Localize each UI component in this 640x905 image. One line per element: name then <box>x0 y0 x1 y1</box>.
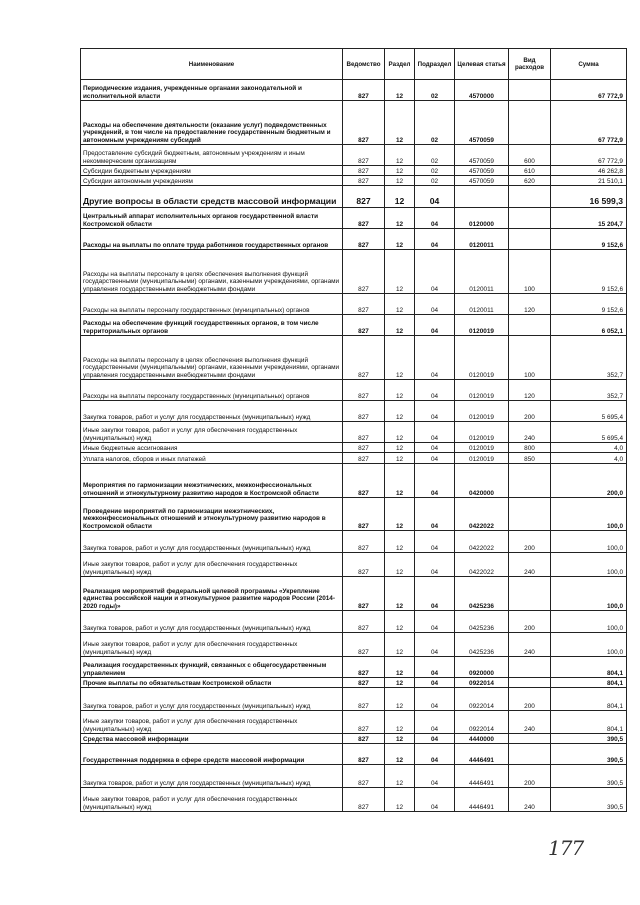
cell-summa: 5 695,4 <box>551 401 627 422</box>
cell-vid <box>509 208 551 229</box>
cell-ved: 827 <box>343 422 385 443</box>
cell-name: Расходы на обеспечение деятельности (оказание услуг) подведомственных учреждений, в том числе на предоставление государственным бюджетным и автономным учреждениям субсидий <box>81 101 343 145</box>
cell-vid: 240 <box>509 553 551 577</box>
table-row <box>81 250 627 294</box>
cell-ved: 827 <box>343 166 385 176</box>
cell-vid: 850 <box>509 453 551 464</box>
cell-vid: 240 <box>509 633 551 657</box>
cell-name: Расходы на выплаты персоналу в целях обеспечения выполнения функций государственными (муниципальными) органами, казенными учреждениями, органами управления государственными внебюджетными фондами <box>81 250 343 294</box>
cell-vid: 240 <box>509 422 551 443</box>
cell-celevaya: 0422022 <box>455 498 509 531</box>
cell-name: Субсидии бюджетным учреждениям <box>81 166 343 176</box>
cell-podrazdel: 04 <box>415 577 455 611</box>
cell-summa: 804,1 <box>551 657 627 678</box>
cell-summa: 5 695,4 <box>551 422 627 443</box>
cell-celevaya: 0120000 <box>455 208 509 229</box>
cell-celevaya: 0425236 <box>455 577 509 611</box>
cell-vid <box>509 80 551 101</box>
table-row <box>81 422 627 443</box>
cell-summa: 46 262,8 <box>551 166 627 176</box>
cell-celevaya: 0420000 <box>455 464 509 498</box>
cell-summa: 6 052,1 <box>551 315 627 336</box>
cell-ved: 827 <box>343 101 385 145</box>
cell-ved: 827 <box>343 380 385 401</box>
cell-vid: 200 <box>509 611 551 633</box>
cell-ved: 827 <box>343 229 385 250</box>
cell-razdel: 12 <box>385 401 415 422</box>
cell-celevaya: 0120019 <box>455 422 509 443</box>
cell-vid <box>509 101 551 145</box>
cell-celevaya: 0425236 <box>455 611 509 633</box>
cell-ved: 827 <box>343 294 385 315</box>
table-row <box>81 711 627 734</box>
cell-summa: 67 772,9 <box>551 80 627 101</box>
cell-ved: 827 <box>343 315 385 336</box>
cell-summa: 100,0 <box>551 531 627 553</box>
cell-celevaya: 4570059 <box>455 101 509 145</box>
cell-celevaya: 4570059 <box>455 176 509 186</box>
cell-ved: 827 <box>343 553 385 577</box>
table-row <box>81 788 627 812</box>
cell-vid <box>509 229 551 250</box>
table-row <box>81 633 627 657</box>
cell-summa: 804,1 <box>551 678 627 688</box>
cell-vid <box>509 577 551 611</box>
cell-vid <box>509 186 551 208</box>
table-row <box>81 336 627 380</box>
cell-podrazdel: 04 <box>415 401 455 422</box>
cell-name: Государственная поддержка в сфере средств массовой информации <box>81 744 343 765</box>
cell-name: Реализация государственных функций, связанных с общегосударственным управлением <box>81 657 343 678</box>
cell-summa: 390,5 <box>551 788 627 812</box>
cell-razdel: 12 <box>385 464 415 498</box>
cell-celevaya: 0922014 <box>455 688 509 711</box>
table-row <box>81 294 627 315</box>
cell-vid: 200 <box>509 401 551 422</box>
cell-celevaya: 0425236 <box>455 633 509 657</box>
cell-ved: 827 <box>343 711 385 734</box>
cell-celevaya: 4570059 <box>455 145 509 166</box>
cell-ved: 827 <box>343 744 385 765</box>
cell-podrazdel: 04 <box>415 633 455 657</box>
table-row <box>81 744 627 765</box>
cell-name: Закупка товаров, работ и услуг для государственных (муниципальных) нужд <box>81 688 343 711</box>
cell-ved: 827 <box>343 443 385 453</box>
cell-summa: 15 204,7 <box>551 208 627 229</box>
cell-summa: 4,0 <box>551 443 627 453</box>
cell-razdel: 12 <box>385 315 415 336</box>
cell-summa: 67 772,9 <box>551 145 627 166</box>
table-row <box>81 531 627 553</box>
cell-name: Иные закупки товаров, работ и услуг для обеспечения государственных (муниципальных) нужд <box>81 711 343 734</box>
cell-summa: 100,0 <box>551 577 627 611</box>
cell-razdel: 12 <box>385 176 415 186</box>
cell-podrazdel: 04 <box>415 336 455 380</box>
cell-podrazdel: 04 <box>415 788 455 812</box>
header-summa: Сумма <box>551 49 627 80</box>
cell-name: Закупка товаров, работ и услуг для государственных (муниципальных) нужд <box>81 765 343 788</box>
header-name: Наименование <box>81 49 343 80</box>
cell-ved: 827 <box>343 765 385 788</box>
cell-celevaya: 0120019 <box>455 380 509 401</box>
cell-ved: 827 <box>343 633 385 657</box>
cell-vid: 200 <box>509 688 551 711</box>
cell-name: Расходы на выплаты персоналу государственных (муниципальных) органов <box>81 294 343 315</box>
cell-podrazdel: 02 <box>415 145 455 166</box>
budget-table <box>80 48 627 812</box>
cell-celevaya: 4570000 <box>455 80 509 101</box>
cell-ved: 827 <box>343 657 385 678</box>
table-row <box>81 553 627 577</box>
table-row <box>81 443 627 453</box>
table-row <box>81 464 627 498</box>
cell-razdel: 12 <box>385 744 415 765</box>
cell-summa: 9 152,6 <box>551 229 627 250</box>
cell-razdel: 12 <box>385 186 415 208</box>
cell-ved: 827 <box>343 453 385 464</box>
cell-summa: 390,5 <box>551 765 627 788</box>
cell-name: Расходы на выплаты персоналу в целях обеспечения выполнения функций государственными (муниципальными) органами, казенными учреждениями, органами управления государственными внебюджетными фондами <box>81 336 343 380</box>
cell-vid: 600 <box>509 145 551 166</box>
cell-summa: 100,0 <box>551 611 627 633</box>
table-row <box>81 611 627 633</box>
cell-vid: 100 <box>509 250 551 294</box>
cell-razdel: 12 <box>385 611 415 633</box>
cell-name: Расходы на выплаты по оплате труда работников государственных органов <box>81 229 343 250</box>
cell-summa: 100,0 <box>551 553 627 577</box>
cell-razdel: 12 <box>385 336 415 380</box>
cell-ved: 827 <box>343 186 385 208</box>
cell-podrazdel: 04 <box>415 443 455 453</box>
cell-razdel: 12 <box>385 294 415 315</box>
cell-ved: 827 <box>343 611 385 633</box>
cell-name: Расходы на обеспечение функций государственных органов, в том числе территориальных органов <box>81 315 343 336</box>
cell-celevaya: 0120011 <box>455 250 509 294</box>
cell-ved: 827 <box>343 208 385 229</box>
cell-vid: 620 <box>509 176 551 186</box>
table-row <box>81 229 627 250</box>
cell-ved: 827 <box>343 498 385 531</box>
cell-podrazdel: 02 <box>415 176 455 186</box>
cell-podrazdel: 04 <box>415 186 455 208</box>
cell-celevaya: 0920000 <box>455 657 509 678</box>
table-header-row <box>81 49 627 80</box>
cell-ved: 827 <box>343 688 385 711</box>
cell-razdel: 12 <box>385 577 415 611</box>
table-row <box>81 765 627 788</box>
cell-razdel: 12 <box>385 734 415 744</box>
cell-name: Иные закупки товаров, работ и услуг для обеспечения государственных (муниципальных) нужд <box>81 633 343 657</box>
cell-name: Проведение мероприятий по гармонизации межэтнических, межконфессиональных отношений и этнокультурному развитию народов в Костромской области <box>81 498 343 531</box>
cell-vid: 240 <box>509 711 551 734</box>
cell-name: Закупка товаров, работ и услуг для государственных (муниципальных) нужд <box>81 531 343 553</box>
cell-summa: 804,1 <box>551 688 627 711</box>
table-row <box>81 498 627 531</box>
cell-razdel: 12 <box>385 145 415 166</box>
cell-summa: 804,1 <box>551 711 627 734</box>
table-row <box>81 380 627 401</box>
cell-podrazdel: 04 <box>415 250 455 294</box>
cell-ved: 827 <box>343 464 385 498</box>
cell-podrazdel: 04 <box>415 553 455 577</box>
cell-podrazdel: 04 <box>415 380 455 401</box>
cell-celevaya: 0120011 <box>455 294 509 315</box>
cell-name: Средства массовой информации <box>81 734 343 744</box>
cell-summa: 352,7 <box>551 380 627 401</box>
cell-podrazdel: 04 <box>415 765 455 788</box>
cell-vid <box>509 734 551 744</box>
cell-name: Закупка товаров, работ и услуг для государственных (муниципальных) нужд <box>81 611 343 633</box>
cell-celevaya: 0922014 <box>455 711 509 734</box>
cell-razdel: 12 <box>385 380 415 401</box>
table-row <box>81 176 627 186</box>
cell-podrazdel: 02 <box>415 101 455 145</box>
table-row <box>81 166 627 176</box>
cell-name: Прочие выплаты по обязательствам Костромской области <box>81 678 343 688</box>
cell-vid: 200 <box>509 765 551 788</box>
table-body <box>81 80 627 812</box>
cell-ved: 827 <box>343 250 385 294</box>
cell-podrazdel: 04 <box>415 734 455 744</box>
cell-celevaya: 0120019 <box>455 443 509 453</box>
cell-summa: 16 599,3 <box>551 186 627 208</box>
cell-podrazdel: 04 <box>415 678 455 688</box>
cell-razdel: 12 <box>385 657 415 678</box>
cell-razdel: 12 <box>385 688 415 711</box>
table-row <box>81 401 627 422</box>
cell-razdel: 12 <box>385 229 415 250</box>
cell-ved: 827 <box>343 531 385 553</box>
cell-razdel: 12 <box>385 678 415 688</box>
cell-razdel: 12 <box>385 498 415 531</box>
cell-name: Периодические издания, учрежденные органами законодательной и исполнительной власти <box>81 80 343 101</box>
cell-ved: 827 <box>343 401 385 422</box>
cell-vid: 610 <box>509 166 551 176</box>
cell-celevaya: 4570059 <box>455 166 509 176</box>
cell-summa: 390,5 <box>551 734 627 744</box>
cell-vid <box>509 464 551 498</box>
cell-podrazdel: 04 <box>415 611 455 633</box>
page-number-handwritten: 177 <box>548 836 584 860</box>
cell-name: Предоставление субсидий бюджетным, автономным учреждениям и иным некоммерческим организациям <box>81 145 343 166</box>
cell-podrazdel: 04 <box>415 315 455 336</box>
cell-podrazdel: 04 <box>415 229 455 250</box>
table-row <box>81 678 627 688</box>
cell-vid <box>509 498 551 531</box>
table-row <box>81 577 627 611</box>
cell-vid: 120 <box>509 294 551 315</box>
cell-celevaya: 0120019 <box>455 336 509 380</box>
cell-name: Центральный аппарат исполнительных органов государственной власти Костромской области <box>81 208 343 229</box>
cell-razdel: 12 <box>385 553 415 577</box>
cell-razdel: 12 <box>385 208 415 229</box>
cell-name: Закупка товаров, работ и услуг для государственных (муниципальных) нужд <box>81 401 343 422</box>
cell-podrazdel: 04 <box>415 208 455 229</box>
cell-razdel: 12 <box>385 422 415 443</box>
cell-razdel: 12 <box>385 453 415 464</box>
cell-podrazdel: 04 <box>415 294 455 315</box>
cell-podrazdel: 04 <box>415 464 455 498</box>
table-row <box>81 80 627 101</box>
cell-podrazdel: 04 <box>415 422 455 443</box>
cell-podrazdel: 04 <box>415 531 455 553</box>
cell-celevaya: 4446491 <box>455 765 509 788</box>
cell-celevaya: 4440000 <box>455 734 509 744</box>
cell-celevaya: 0922014 <box>455 678 509 688</box>
cell-summa: 9 152,6 <box>551 250 627 294</box>
cell-summa: 390,5 <box>551 744 627 765</box>
header-razdel: Раздел <box>385 49 415 80</box>
cell-razdel: 12 <box>385 80 415 101</box>
cell-razdel: 12 <box>385 166 415 176</box>
cell-summa: 9 152,6 <box>551 294 627 315</box>
table-row <box>81 453 627 464</box>
cell-podrazdel: 04 <box>415 498 455 531</box>
header-ved: Ведомство <box>343 49 385 80</box>
table-row <box>81 208 627 229</box>
cell-podrazdel: 04 <box>415 711 455 734</box>
cell-podrazdel: 02 <box>415 166 455 176</box>
cell-celevaya: 0422022 <box>455 553 509 577</box>
cell-razdel: 12 <box>385 443 415 453</box>
cell-summa: 100,0 <box>551 633 627 657</box>
cell-razdel: 12 <box>385 711 415 734</box>
cell-celevaya: 0120019 <box>455 401 509 422</box>
cell-name: Иные закупки товаров, работ и услуг для обеспечения государственных (муниципальных) нужд <box>81 553 343 577</box>
cell-podrazdel: 04 <box>415 744 455 765</box>
cell-vid: 200 <box>509 531 551 553</box>
cell-name: Уплата налогов, сборов и иных платежей <box>81 453 343 464</box>
cell-podrazdel: 02 <box>415 80 455 101</box>
cell-ved: 827 <box>343 788 385 812</box>
cell-name: Субсидии автономным учреждениям <box>81 176 343 186</box>
table-row <box>81 688 627 711</box>
table-row <box>81 315 627 336</box>
cell-name: Другие вопросы в области средств массовой информации <box>81 186 343 208</box>
cell-celevaya: 4446491 <box>455 788 509 812</box>
table-row <box>81 186 627 208</box>
cell-summa: 4,0 <box>551 453 627 464</box>
cell-podrazdel: 04 <box>415 657 455 678</box>
cell-vid: 120 <box>509 380 551 401</box>
cell-summa: 21 510,1 <box>551 176 627 186</box>
cell-vid: 100 <box>509 336 551 380</box>
cell-name: Мероприятия по гармонизации межэтнических, межконфессиональных отношений и этнокультурному развитию народов в Костромской области <box>81 464 343 498</box>
cell-summa: 352,7 <box>551 336 627 380</box>
table-row <box>81 734 627 744</box>
cell-celevaya: 0120019 <box>455 453 509 464</box>
cell-ved: 827 <box>343 678 385 688</box>
cell-ved: 827 <box>343 336 385 380</box>
cell-podrazdel: 04 <box>415 688 455 711</box>
cell-celevaya: 4446491 <box>455 744 509 765</box>
cell-podrazdel: 04 <box>415 453 455 464</box>
header-podrazdel: Подраздел <box>415 49 455 80</box>
cell-celevaya: 0120019 <box>455 315 509 336</box>
cell-vid <box>509 678 551 688</box>
cell-razdel: 12 <box>385 531 415 553</box>
cell-celevaya: 0120011 <box>455 229 509 250</box>
cell-name: Реализация мероприятий федеральной целевой программы «Укрепление единства российской нации и этнокультурное развитие народов России (2014-2020 годы)» <box>81 577 343 611</box>
cell-name: Иные закупки товаров, работ и услуг для обеспечения государственных (муниципальных) нужд <box>81 422 343 443</box>
cell-vid <box>509 744 551 765</box>
cell-razdel: 12 <box>385 250 415 294</box>
cell-summa: 200,0 <box>551 464 627 498</box>
cell-ved: 827 <box>343 577 385 611</box>
header-celevaya: Целевая статья <box>455 49 509 80</box>
cell-celevaya: 0422022 <box>455 531 509 553</box>
cell-ved: 827 <box>343 176 385 186</box>
cell-razdel: 12 <box>385 765 415 788</box>
cell-ved: 827 <box>343 80 385 101</box>
cell-summa: 100,0 <box>551 498 627 531</box>
cell-ved: 827 <box>343 145 385 166</box>
cell-ved: 827 <box>343 734 385 744</box>
header-vid: Вид расходов <box>509 49 551 80</box>
table-row <box>81 145 627 166</box>
table-row <box>81 657 627 678</box>
table-row <box>81 101 627 145</box>
cell-summa: 67 772,9 <box>551 101 627 145</box>
cell-vid: 800 <box>509 443 551 453</box>
cell-vid: 240 <box>509 788 551 812</box>
cell-razdel: 12 <box>385 788 415 812</box>
cell-razdel: 12 <box>385 633 415 657</box>
cell-name: Иные бюджетные ассигнования <box>81 443 343 453</box>
cell-name: Расходы на выплаты персоналу государственных (муниципальных) органов <box>81 380 343 401</box>
cell-name: Иные закупки товаров, работ и услуг для обеспечения государственных (муниципальных) нужд <box>81 788 343 812</box>
cell-vid <box>509 657 551 678</box>
cell-celevaya <box>455 186 509 208</box>
cell-razdel: 12 <box>385 101 415 145</box>
cell-vid <box>509 315 551 336</box>
